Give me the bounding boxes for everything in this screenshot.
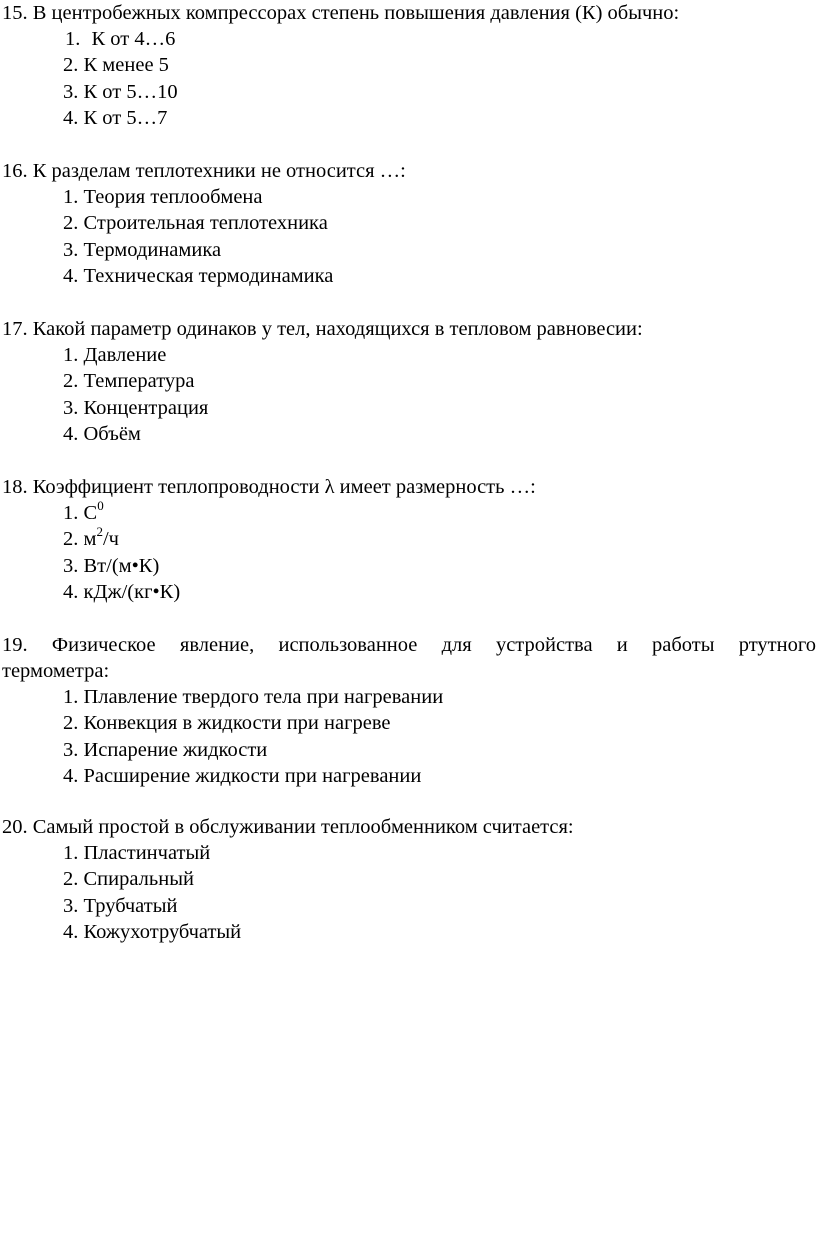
answer-option: 2. Температура [63, 370, 195, 393]
answer-option: 4. Объём [63, 422, 141, 445]
answer-option: 4. кДж/(кг•К) [63, 580, 181, 603]
question-number: 20. [2, 816, 28, 838]
answer-options [0, 26, 816, 131]
question-18 [0, 474, 816, 605]
question-text: 20. Самый простой в обслуживании теплообменником считается: [2, 816, 574, 838]
question-number: 15. [2, 2, 28, 24]
answer-option: 1. $С^0$ [63, 498, 104, 524]
answer-options [0, 500, 816, 605]
answer-option: 2. Спиральный [63, 868, 194, 891]
answer-option: 3. Концентрация [63, 396, 209, 419]
question-number: 18. [2, 476, 28, 498]
answer-option: 2. К менее 5 [63, 54, 169, 77]
answer-option: 1. Пластинчатый [63, 842, 211, 864]
answer-options [0, 184, 816, 289]
question-text: 19. Физическое явление, использованное для устройства и работы ртутного термометра: [2, 634, 816, 682]
answer-option: 2. Конвекция в жидкости при нагреве [63, 712, 391, 735]
answer-option: 3. Испарение жидкости [63, 738, 268, 761]
answer-option: 4. К от 5…7 [63, 106, 168, 129]
answer-option: 3. Термодинамика [63, 238, 222, 261]
question-15 [0, 0, 816, 131]
answer-option: 4. Кожухотрубчатый [63, 920, 242, 943]
answer-option: 1. Давление [63, 344, 167, 366]
superscript: 0 [97, 498, 104, 513]
question-number: 17. [2, 318, 28, 340]
answer-options [0, 684, 816, 789]
answer-option: 2. Строительная теплотехника [63, 212, 328, 235]
question-number: 19. [2, 634, 28, 656]
answer-option: 1. К от 4…6 [65, 28, 176, 50]
answer-option: 3. К от 5…10 [63, 80, 178, 103]
answer-option: 2. $м^2/ч$ [63, 524, 119, 551]
answer-option: 1. Плавление твердого тела при нагревании [63, 686, 444, 708]
question-20 [0, 814, 816, 945]
question-16 [0, 158, 816, 289]
answer-options [0, 342, 816, 447]
question-text: 16. К разделам теплотехники не относится …: [2, 160, 406, 182]
question-text: 18. Коэффициент теплопроводности λ имеет размерность …: [2, 476, 536, 498]
superscript: 2 [96, 524, 103, 540]
question-text: 15. В центробежных компрессорах степень повышения давления (К) обычно: [2, 2, 680, 24]
answer-option: 3. Вт/(м•К) [63, 554, 160, 577]
answer-option: 1. Теория теплообмена [63, 186, 263, 208]
question-text: 17. Какой параметр одинаков у тел, находящихся в тепловом равновесии: [2, 318, 643, 340]
question-number: 16. [2, 160, 28, 182]
answer-option: 4. Расширение жидкости при нагревании [63, 764, 422, 787]
answer-option: 3. Трубчатый [63, 894, 178, 917]
answer-option: 4. Техническая термодинамика [63, 264, 334, 287]
question-19 [0, 632, 816, 789]
question-17 [0, 316, 816, 447]
answer-options [0, 840, 816, 945]
